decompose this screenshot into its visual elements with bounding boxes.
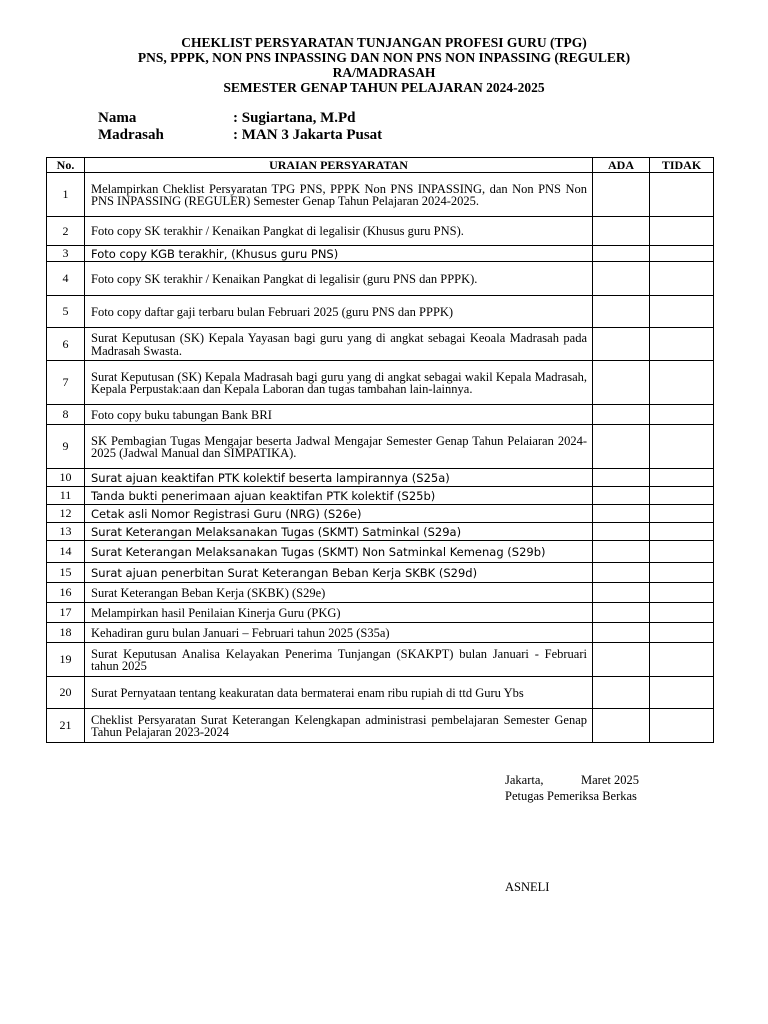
table-row [47, 677, 714, 709]
row-number: 20 [47, 677, 85, 709]
table-row [47, 623, 714, 643]
tidak-checkbox-cell[interactable] [650, 583, 714, 603]
ada-checkbox-cell[interactable] [593, 623, 650, 643]
ada-checkbox-cell[interactable] [593, 563, 650, 583]
signature-block [505, 772, 639, 804]
tidak-checkbox-cell[interactable] [650, 173, 714, 217]
row-number: 6 [47, 328, 85, 361]
row-number: 18 [47, 623, 85, 643]
table-row [47, 173, 714, 217]
row-description: SK Pembagian Tugas Mengajar beserta Jadwal Mengajar Semester Genap Tahun Pelaiaran 2024-2025 (Jadwal Manual dan SIMPATIKA). [85, 425, 593, 469]
table-row [47, 296, 714, 328]
ada-checkbox-cell[interactable] [593, 709, 650, 743]
place-date: Jakarta, Maret 2025 [505, 773, 639, 787]
ada-checkbox-cell[interactable] [593, 505, 650, 523]
table-row [47, 487, 714, 505]
tidak-checkbox-cell[interactable] [650, 623, 714, 643]
tidak-checkbox-cell[interactable] [650, 523, 714, 541]
row-description: Foto copy buku tabungan Bank BRI [85, 405, 593, 425]
ada-checkbox-cell[interactable] [593, 541, 650, 563]
row-description: Surat Keputusan (SK) Kepala Madrasah bagi guru yang di angkat sebagai wakil Kepala Madrasah, Kepala Perpustak:aan dan Kepala Laboran dan tugas tambahan lain-lainnya. [85, 361, 593, 405]
madrasah-label: Madrasah [98, 127, 164, 143]
title-line-4: SEMESTER GENAP TAHUN PELAJARAN 2024-2025 [223, 80, 545, 95]
tidak-checkbox-cell[interactable] [650, 709, 714, 743]
nama-value: : Sugiartana, M.Pd [233, 110, 356, 126]
table-row [47, 541, 714, 563]
table-header-row [47, 158, 714, 173]
table-row [47, 563, 714, 583]
ada-checkbox-cell[interactable] [593, 643, 650, 677]
table-row [47, 262, 714, 296]
row-number: 13 [47, 523, 85, 541]
row-number: 14 [47, 541, 85, 563]
row-number: 17 [47, 603, 85, 623]
row-description: Melampirkan hasil Penilaian Kinerja Guru (PKG) [85, 603, 593, 623]
ada-checkbox-cell[interactable] [593, 296, 650, 328]
row-number: 12 [47, 505, 85, 523]
title-line-1: CHEKLIST PERSYARATAN TUNJANGAN PROFESI GURU (TPG) [181, 35, 587, 50]
row-number: 8 [47, 405, 85, 425]
title-line-3: RA/MADRASAH [332, 65, 436, 80]
ada-checkbox-cell[interactable] [593, 405, 650, 425]
ada-checkbox-cell[interactable] [593, 173, 650, 217]
tidak-checkbox-cell[interactable] [650, 296, 714, 328]
ada-checkbox-cell[interactable] [593, 262, 650, 296]
table-row [47, 405, 714, 425]
tidak-checkbox-cell[interactable] [650, 328, 714, 361]
tidak-checkbox-cell[interactable] [650, 677, 714, 709]
row-description: Surat Keputusan Analisa Kelayakan Penerima Tunjangan (SKAKPT) bulan Januari - Februari tahun 2025 [85, 643, 593, 677]
row-description: Kehadiran guru bulan Januari – Februari tahun 2025 (S35a) [85, 623, 593, 643]
row-description: Foto copy daftar gaji terbaru bulan Februari 2025 (guru PNS dan PPPK) [85, 296, 593, 328]
ada-checkbox-cell[interactable] [593, 246, 650, 262]
table-row [47, 603, 714, 623]
ada-checkbox-cell[interactable] [593, 425, 650, 469]
tidak-checkbox-cell[interactable] [650, 469, 714, 487]
row-number: 10 [47, 469, 85, 487]
row-description: Surat ajuan keaktifan PTK kolektif beserta lampirannya (S25a) [85, 469, 593, 487]
table-row [47, 328, 714, 361]
tidak-checkbox-cell[interactable] [650, 425, 714, 469]
ada-checkbox-cell[interactable] [593, 603, 650, 623]
row-description: Surat Keterangan Beban Kerja (SKBK) (S29e) [85, 583, 593, 603]
row-number: 5 [47, 296, 85, 328]
header-uraian: URAIAN PERSYARATAN [85, 158, 593, 173]
header-ada: ADA [593, 158, 650, 173]
tidak-checkbox-cell[interactable] [650, 246, 714, 262]
document-title [0, 35, 768, 95]
title-line-2: PNS, PPPK, NON PNS INPASSING DAN NON PNS NON INPASSING (REGULER) [137, 50, 631, 65]
tidak-checkbox-cell[interactable] [650, 361, 714, 405]
header-tidak: TIDAK [650, 158, 714, 173]
row-description: Foto copy KGB terakhir, (Khusus guru PNS) [85, 246, 593, 262]
row-description: Surat Keputusan (SK) Kepala Yayasan bagi guru yang di angkat sebagai Keoala Madrasah pada Madrasah Swasta. [85, 328, 593, 361]
tidak-checkbox-cell[interactable] [650, 541, 714, 563]
row-description: Tanda bukti penerimaan ajuan keaktifan PTK kolektif (S25b) [85, 487, 593, 505]
row-number: 3 [47, 246, 85, 262]
row-number: 1 [47, 173, 85, 217]
row-number: 15 [47, 563, 85, 583]
row-number: 7 [47, 361, 85, 405]
tidak-checkbox-cell[interactable] [650, 643, 714, 677]
row-number: 2 [47, 217, 85, 246]
ada-checkbox-cell[interactable] [593, 487, 650, 505]
table-row [47, 709, 714, 743]
table-row [47, 246, 714, 262]
row-description: Surat Pernyataan tentang keakuratan data bermaterai enam ribu rupiah di ttd Guru Ybs [85, 677, 593, 709]
tidak-checkbox-cell[interactable] [650, 487, 714, 505]
row-number: 21 [47, 709, 85, 743]
table-row [47, 217, 714, 246]
row-number: 9 [47, 425, 85, 469]
tidak-checkbox-cell[interactable] [650, 505, 714, 523]
ada-checkbox-cell[interactable] [593, 469, 650, 487]
table-row [47, 505, 714, 523]
row-number: 19 [47, 643, 85, 677]
ada-checkbox-cell[interactable] [593, 677, 650, 709]
ada-checkbox-cell[interactable] [593, 523, 650, 541]
table-row [47, 523, 714, 541]
tidak-checkbox-cell[interactable] [650, 563, 714, 583]
signer-name: ASNELI [505, 880, 550, 894]
row-description: Foto copy SK terakhir / Kenaikan Pangkat di legalisir (guru PNS dan PPPK). [85, 262, 593, 296]
row-description: Cheklist Persyaratan Surat Keterangan Kelengkapan administrasi pembelajaran Semester Genap Tahun Pelajaran 2023-2024 [85, 709, 593, 743]
madrasah-value: : MAN 3 Jakarta Pusat [233, 127, 383, 143]
table-row [47, 643, 714, 677]
row-number: 4 [47, 262, 85, 296]
nama-label: Nama [98, 110, 137, 126]
tidak-checkbox-cell[interactable] [650, 405, 714, 425]
ada-checkbox-cell[interactable] [593, 328, 650, 361]
table-row [47, 469, 714, 487]
row-description: Surat Keterangan Melaksanakan Tugas (SKMT) Satminkal (S29a) [85, 523, 593, 541]
row-number: 16 [47, 583, 85, 603]
header-no: No. [47, 158, 85, 173]
table-row [47, 583, 714, 603]
row-description: Surat Keterangan Melaksanakan Tugas (SKMT) Non Satminkal Kemenag (S29b) [85, 541, 593, 563]
row-description: Melampirkan Cheklist Persyaratan TPG PNS, PPPK Non PNS INPASSING, dan Non PNS Non PNS INPASSING (REGULER) Semester Genap Tahun Pelajaran 2024-2025. [85, 173, 593, 217]
table-row [47, 361, 714, 405]
row-description: Surat ajuan penerbitan Surat Keterangan Beban Kerja SKBK (S29d) [85, 563, 593, 583]
signer-role: Petugas Pemeriksa Berkas [505, 789, 637, 803]
ada-checkbox-cell[interactable] [593, 217, 650, 246]
ada-checkbox-cell[interactable] [593, 361, 650, 405]
tidak-checkbox-cell[interactable] [650, 603, 714, 623]
row-description: Foto copy SK terakhir / Kenaikan Pangkat di legalisir (Khusus guru PNS). [85, 217, 593, 246]
row-description: Cetak asli Nomor Registrasi Guru (NRG) (S26e) [85, 505, 593, 523]
requirements-table [46, 157, 714, 743]
table-row [47, 425, 714, 469]
teacher-info [98, 110, 382, 144]
row-number: 11 [47, 487, 85, 505]
tidak-checkbox-cell[interactable] [650, 217, 714, 246]
ada-checkbox-cell[interactable] [593, 583, 650, 603]
tidak-checkbox-cell[interactable] [650, 262, 714, 296]
